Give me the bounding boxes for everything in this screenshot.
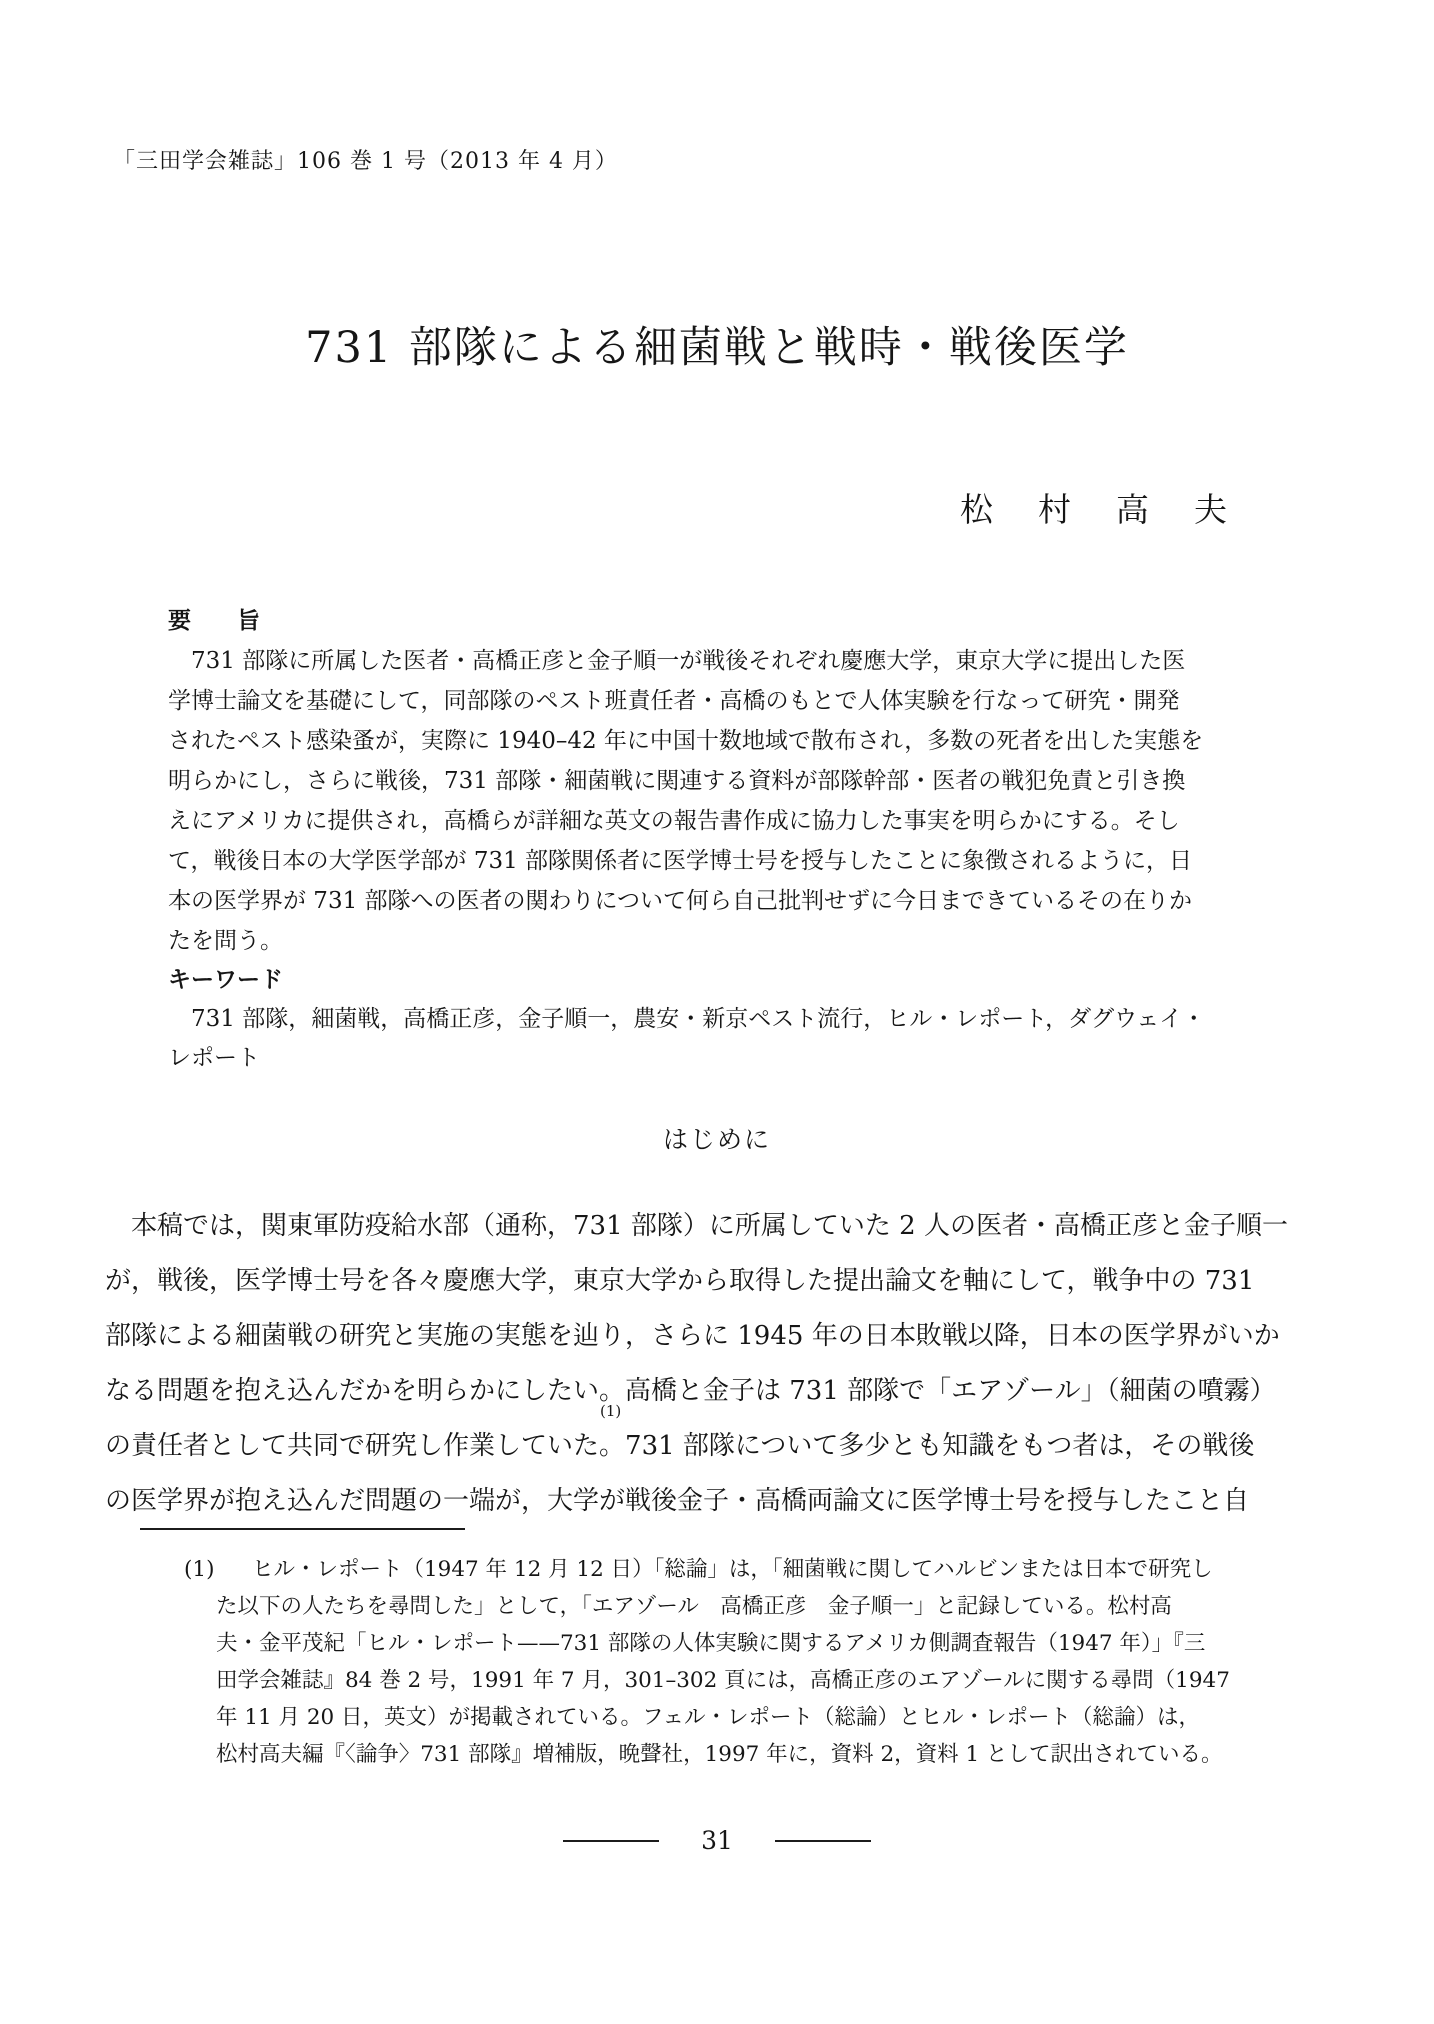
- abstract-line: えにアメリカに提供され，高橋らが詳細な英文の報告書作成に協力した事実を明らかにする。そし: [168, 808, 1180, 834]
- abstract-line: たを問う。: [168, 928, 283, 954]
- body-line-text: の責任者として共同で研究し作業していた: [105, 1431, 600, 1461]
- keyword-line: 731 部隊，細菌戦，高橋正彦，金子順一，農安・新京ペスト流行，ヒル・レポート，ダグウェイ・: [191, 1006, 1206, 1032]
- footnote-line: 松村高夫編『〈論争〉731 部隊』増補版，晩聲社，1997 年に，資料 2，資料 1 として訳出されている。: [216, 1742, 1223, 1767]
- body-line: 部隊による細菌戦の研究と実施の実態を辿り，さらに 1945 年の日本敗戦以降，日本の医学界がいか: [105, 1321, 1280, 1351]
- abstract-line: て，戦後日本の大学医学部が 731 部隊関係者に医学博士号を授与したことに象徴されるように，日: [168, 848, 1193, 874]
- journal-header: 「三田学会雑誌」106 巻 1 号（2013 年 4 月）: [113, 149, 618, 174]
- abstract-heading: 要 旨: [168, 608, 260, 634]
- keyword-line: レポート: [168, 1045, 260, 1071]
- abstract-line: 本の医学界が 731 部隊への医者の関わりについて何ら自己批判せずに今日まできているその在りか: [168, 888, 1193, 914]
- footnote-line: 夫・金平茂紀「ヒル・レポート——731 部隊の人体実験に関するアメリカ側調査報告（1947 年）」『三: [216, 1631, 1206, 1656]
- intro-heading: はじめに: [662, 1125, 771, 1154]
- abstract-line: 明らかにし，さらに戦後，731 部隊・細菌戦に関連する資料が部隊幹部・医者の戦犯免責と引き換: [168, 768, 1186, 794]
- body-line: 本稿では，関東軍防疫給水部（通称，731 部隊）に所属していた 2 人の医者・高橋正彦と金子順一: [131, 1211, 1288, 1241]
- page-number: 31: [701, 1826, 733, 1855]
- author-name: 松 村 高 夫: [960, 490, 1233, 529]
- footnote-ref: [599, 1402, 626, 1474]
- abstract-line: されたペスト感染蚤が，実際に 1940–42 年に中国十数地域で散布され，多数の死者を出した実態を: [168, 728, 1204, 754]
- punctuation: 。: [599, 1431, 626, 1461]
- body-line: が，戦後，医学博士号を各々慶應大学，東京大学から取得した提出論文を軸にして，戦争中の 731: [105, 1266, 1255, 1296]
- footer-dash-left: [563, 1840, 659, 1842]
- keywords-heading: キーワード: [168, 967, 283, 993]
- keywords-section: [168, 961, 1278, 1078]
- body-line: の医学界が抱え込んだ問題の一端が，大学が戦後金子・高橋両論文に医学博士号を授与したこと自: [105, 1486, 1250, 1516]
- footnote-marker: (1): [184, 1557, 215, 1582]
- footnote-ref-marker: (1): [600, 1402, 622, 1420]
- body-paragraph: [105, 1199, 1340, 1529]
- abstract-line: 731 部隊に所属した医者・高橋正彦と金子順一が戦後それぞれ慶應大学，東京大学に提出した医: [191, 648, 1186, 674]
- footnote-line: [184, 1551, 1344, 1588]
- footer-dash-right: [775, 1840, 871, 1842]
- footnote-line: た以下の人たちを尋問した」として，「エアゾール 高橋正彦 金子順一」と記録している。松村高: [216, 1594, 1172, 1619]
- footnote-line: 田学会雑誌』84 巻 2 号，1991 年 7 月，301–302 頁には，高橋正彦のエアゾールに関する尋問（1947: [216, 1668, 1230, 1693]
- body-line-text: 731 部隊について多少とも知識をもつ者は，その戦後: [625, 1431, 1255, 1461]
- footnote-section: [184, 1551, 1344, 1773]
- body-line-with-footnote-ref: [105, 1402, 1340, 1474]
- abstract-line: 学博士論文を基礎にして，同部隊のペスト班責任者・高橋のもとで人体実験を行なって研究・開発: [168, 688, 1180, 714]
- abstract-section: [168, 601, 1278, 961]
- footnote-line: 年 11 月 20 日，英文）が掲載されている。フェル・レポート（総論）とヒル・レポート（総論）は，: [216, 1705, 1200, 1730]
- footnote-text: ヒル・レポート（1947 年 12 月 12 日）「総論」は，「細菌戦に関してハルビンまたは日本で研究し: [252, 1557, 1213, 1582]
- body-line: なる問題を抱え込んだかを明らかにしたい。高橋と金子は 731 部隊で「エアゾール」（細菌の噴霧）: [105, 1376, 1276, 1406]
- footnote-separator: [140, 1528, 465, 1530]
- page-footer: [0, 1826, 1434, 1855]
- article-title: 731 部隊による細菌戦と戦時・戦後医学: [305, 323, 1129, 373]
